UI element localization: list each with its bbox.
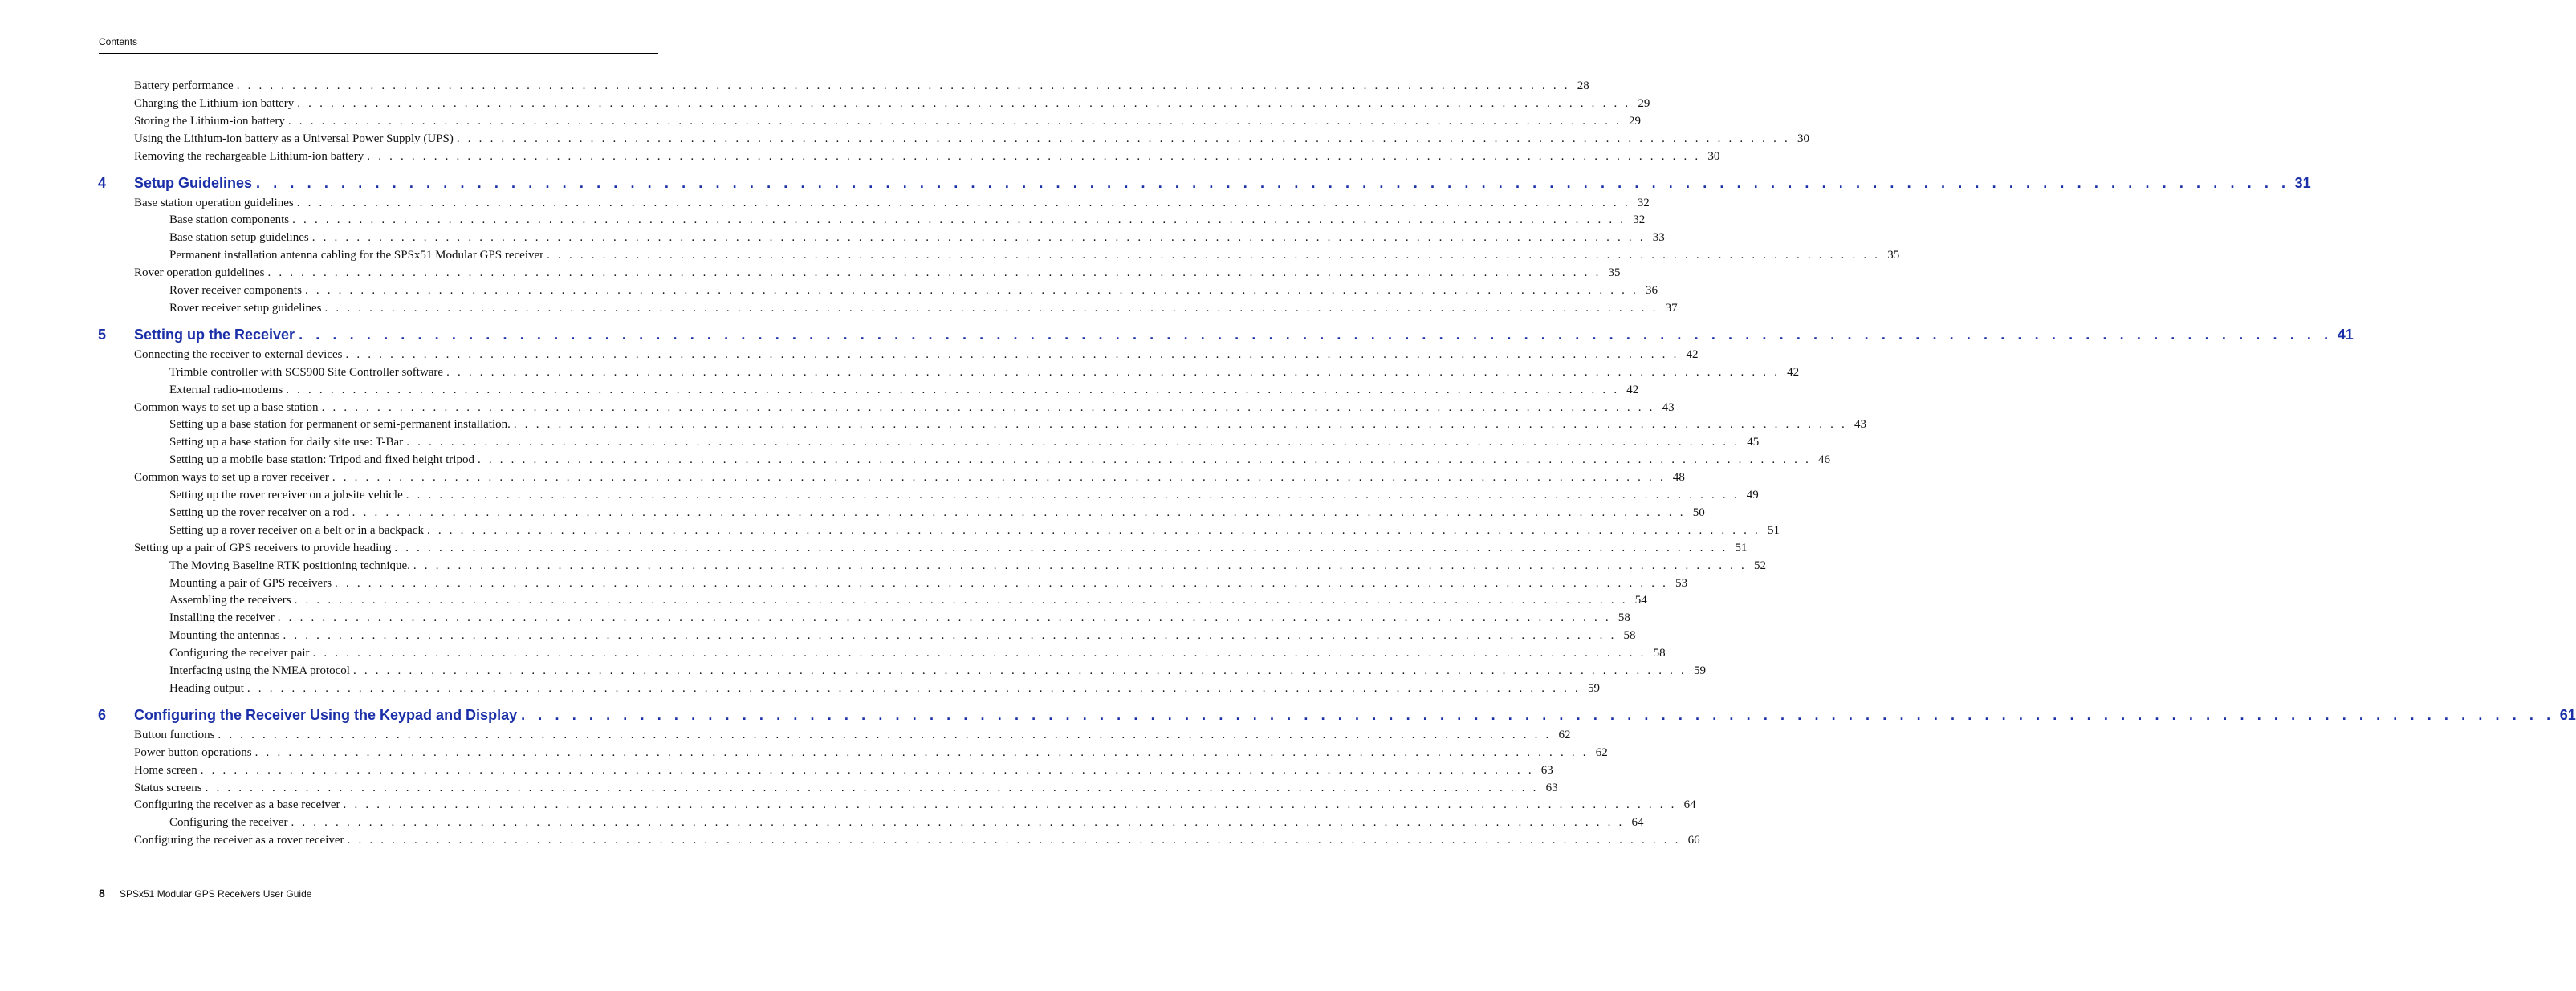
entry-page-number: 53 [1675,576,1688,590]
toc-entry[interactable] [134,471,1685,489]
dot-leader: . . . . . . . . . . . . . . . . . . . . . . . . . . . . . . . . . . . . . . . . . . . . . . . . . . . . . . . . . . . . . . . . . . . . . . . . . . . . . . . . . . . . . . . . . . . . . . . . . . . . . . . . . . . . . . . . . . . . . . . . [283,629,1617,643]
entry-title: Rover operation guidelines [134,266,265,280]
toc-entry[interactable] [134,347,1699,366]
dot-leader: . . . . . . . . . . . . . . . . . . . . . . . . . . . . . . . . . . . . . . . . . . . . . . . . . . . . . . . . . . . . . . . . . . . . . . . . . . . . . . . . . . . . . . . . . . . . . . . . . . . . . . . . . . . . . . . . . . . . . . . . [413,558,1747,572]
entry-page-number: 63 [1540,763,1553,777]
dot-leader: . . . . . . . . . . . . . . . . . . . . . . . . . . . . . . . . . . . . . . . . . . . . . . . . . . . . . . . . . . . . . . . . . . . . . . . . . . . . . . . . . . . . . . . . . . . . . . . . . . . . . . . . . . . . . . . . . . . . . . . . [256,174,2290,191]
dot-leader: . . . . . . . . . . . . . . . . . . . . . . . . . . . . . . . . . . . . . . . . . . . . . . . . . . . . . . . . . . . . . . . . . . . . . . . . . . . . . . . . . . . . . . . . . . . . . . . . . . . . . . . . . . . . . . . . . . . . . . . . [236,79,1570,92]
entry-page-number: 52 [1753,558,1766,572]
entry-page-number: 45 [1747,436,1760,449]
entry-title: Battery performance [134,79,234,92]
entry-page-number: 36 [1646,284,1658,297]
dot-leader: . . . . . . . . . . . . . . . . . . . . . . . . . . . . . . . . . . . . . . . . . . . . . . . . . . . . . . . . . . . . . . . . . . . . . . . . . . . . . . . . . . . . . . . . . . . . . . . . . . . . . . . . . . . . . . . . . . . . . . . . [367,149,1701,163]
dot-leader: . . . . . . . . . . . . . . . . . . . . . . . . . . . . . . . . . . . . . . . . . . . . . . . . . . . . . . . . . . . . . . . . . . . . . . . . . . . . . . . . . . . . . . . . . . . . . . . . . . . . . . . . . . . . . . . . . . . . . . . . [347,834,1681,847]
entry-title: Setting up a base station for daily site use: T-Bar [169,436,404,449]
toc-subentry[interactable] [169,816,1644,834]
dot-leader: . . . . . . . . . . . . . . . . . . . . . . . . . . . . . . . . . . . . . . . . . . . . . . . . . . . . . . . . . . . . . . . . . . . . . . . . . . . . . . . . . . . . . . . . . . . . . . . . . . . . . . . . . . . . . . . . . . . . . . . . [299,326,2333,343]
toc-subentry[interactable] [169,436,1760,453]
book-title: SPSx51 Modular GPS Receivers User Guide [120,888,312,900]
entry-page-number: 58 [1653,647,1666,660]
toc-subentry[interactable] [169,213,1646,231]
dot-leader: . . . . . . . . . . . . . . . . . . . . . . . . . . . . . . . . . . . . . . . . . . . . . . . . . . . . . . . . . . . . . . . . . . . . . . . . . . . . . . . . . . . . . . . . . . . . . . . . . . . . . . . . . . . . . . . . . . . . . . . . [352,506,1686,519]
entry-title: Setting up the rover receiver on a rod [169,506,349,519]
entry-title: Heading output [169,681,244,695]
dot-leader: . . . . . . . . . . . . . . . . . . . . . . . . . . . . . . . . . . . . . . . . . . . . . . . . . . . . . . . . . . . . . . . . . . . . . . . . . . . . . . . . . . . . . . . . . . . . . . . . . . . . . . . . . . . . . . . . . . . . . . . . [321,400,1655,414]
toc-entry[interactable] [134,132,1809,150]
entry-page-number: 33 [1652,231,1665,245]
entry-title: Setting up a mobile base station: Tripod and fixed height tripod [169,453,474,467]
entry-title: Common ways to set up a rover receiver [134,471,329,485]
dot-leader: . . . . . . . . . . . . . . . . . . . . . . . . . . . . . . . . . . . . . . . . . . . . . . . . . . . . . . . . . . . . . . . . . . . . . . . . . . . . . . . . . . . . . . . . . . . . . . . . . . . . . . . . . . . . . . . . . . . . . . . . [547,249,1881,262]
dot-leader: . . . . . . . . . . . . . . . . . . . . . . . . . . . . . . . . . . . . . . . . . . . . . . . . . . . . . . . . . . . . . . . . . . . . . . . . . . . . . . . . . . . . . . . . . . . . . . . . . . . . . . . . . . . . . . . . . . . . . . . . [343,798,1677,812]
entry-page-number: 54 [1634,594,1647,607]
entry-title: Status screens [134,781,202,794]
toc-entry[interactable] [134,763,1553,782]
entry-title: Interfacing using the NMEA protocol [169,664,350,677]
entry-page-number: 51 [1768,523,1780,537]
entry-title: Base station components [169,213,290,227]
toc-subentry[interactable] [169,523,1780,542]
dot-leader: . . . . . . . . . . . . . . . . . . . . . . . . . . . . . . . . . . . . . . . . . . . . . . . . . . . . . . . . . . . . . . . . . . . . . . . . . . . . . . . . . . . . . . . . . . . . . . . . . . . . . . . . . . . . . . . . . . . . . . . . [312,647,1646,660]
toc-subentry[interactable] [169,594,1647,611]
entry-page-number: 59 [1587,681,1600,695]
toc-subentry[interactable] [169,647,1666,664]
entry-page-number: 28 [1577,79,1589,92]
toc-subentry[interactable] [169,383,1639,401]
chapter-page-number: 61 [2559,706,2576,723]
toc-subentry[interactable] [169,664,1707,682]
dot-leader: . . . . . . . . . . . . . . . . . . . . . . . . . . . . . . . . . . . . . . . . . . . . . . . . . . . . . . . . . . . . . . . . . . . . . . . . . . . . . . . . . . . . . . . . . . . . . . . . . . . . . . . . . . . . . . . . . . . . . . . . [426,523,1761,537]
dot-leader: . . . . . . . . . . . . . . . . . . . . . . . . . . . . . . . . . . . . . . . . . . . . . . . . . . . . . . . . . . . . . . . . . . . . . . . . . . . . . . . . . . . . . . . . . . . . . . . . . . . . . . . . . . . . . . . . . . . . . . . . [406,436,1740,449]
entry-title: Power button operations [134,745,252,759]
entry-title: Setting up a rover receiver on a belt or in a backpack [169,523,424,537]
toc-entry[interactable] [134,728,1571,746]
entry-page-number: 64 [1631,816,1644,830]
toc-entry[interactable] [134,798,1696,816]
toc-subentry[interactable] [169,453,1831,471]
chapter-title: Configuring the Receiver Using the Keypad and Display [134,706,518,723]
dot-leader: . . . . . . . . . . . . . . . . . . . . . . . . . . . . . . . . . . . . . . . . . . . . . . . . . . . . . . . . . . . . . . . . . . . . . . . . . . . . . . . . . . . . . . . . . . . . . . . . . . . . . . . . . . . . . . . . . . . . . . . . [286,383,1620,396]
dot-leader: . . . . . . . . . . . . . . . . . . . . . . . . . . . . . . . . . . . . . . . . . . . . . . . . . . . . . . . . . . . . . . . . . . . . . . . . . . . . . . . . . . . . . . . . . . . . . . . . . . . . . . . . . . . . . . . . . . . . . . . . [311,231,1646,245]
chapter-number: 4 [98,174,107,191]
toc-subentry[interactable] [169,249,1900,266]
entry-title: Using the Lithium-ion battery as a Universal Power Supply (UPS) [134,132,454,145]
entry-page-number: 35 [1608,266,1621,280]
toc-subentry[interactable] [169,611,1630,629]
dot-leader: . . . . . . . . . . . . . . . . . . . . . . . . . . . . . . . . . . . . . . . . . . . . . . . . . . . . . . . . . . . . . . . . . . . . . . . . . . . . . . . . . . . . . . . . . . . . . . . . . . . . . . . . . . . . . . . . . . . . . . . . [405,489,1740,502]
toc-subentry[interactable] [169,418,1866,436]
dot-leader: . . . . . . . . . . . . . . . . . . . . . . . . . . . . . . . . . . . . . . . . . . . . . . . . . . . . . . . . . . . . . . . . . . . . . . . . . . . . . . . . . . . . . . . . . . . . . . . . . . . . . . . . . . . . . . . . . . . . . . . . [200,763,1534,777]
entry-title: Rover receiver components [169,284,302,297]
dot-leader: . . . . . . . . . . . . . . . . . . . . . . . . . . . . . . . . . . . . . . . . . . . . . . . . . . . . . . . . . . . . . . . . . . . . . . . . . . . . . . . . . . . . . . . . . . . . . . . . . . . . . . . . . . . . . . . . . . . . . . . . [513,418,1847,432]
entry-title: Permanent installation antenna cabling for the SPSx51 Modular GPS receiver [169,249,544,262]
page-footer [99,887,311,900]
chapter-title: Setup Guidelines [134,174,253,191]
toc-entry[interactable] [134,266,1621,284]
entry-page-number: 51 [1735,541,1748,554]
toc-subentry[interactable] [169,365,1800,384]
toc-entry[interactable] [134,781,1558,799]
entry-page-number: 62 [1595,745,1608,759]
toc-entry[interactable] [134,79,1589,97]
toc-subentry[interactable] [169,629,1636,647]
toc-subentry[interactable] [169,558,1766,577]
toc-entry[interactable] [134,114,1641,132]
dot-leader: . . . . . . . . . . . . . . . . . . . . . . . . . . . . . . . . . . . . . . . . . . . . . . . . . . . . . . . . . . . . . . . . . . . . . . . . . . . . . . . . . . . . . . . . . . . . . . . . . . . . . . . . . . . . . . . . . . . . . . . . [335,576,1669,590]
dot-leader: . . . . . . . . . . . . . . . . . . . . . . . . . . . . . . . . . . . . . . . . . . . . . . . . . . . . . . . . . . . . . . . . . . . . . . . . . . . . . . . . . . . . . . . . . . . . . . . . . . . . . . . . . . . . . . . . . . . . . . . . [394,541,1728,554]
chapter-title: Setting up the Receiver [134,326,295,343]
dot-leader: . . . . . . . . . . . . . . . . . . . . . . . . . . . . . . . . . . . . . . . . . . . . . . . . . . . . . . . . . . . . . . . . . . . . . . . . . . . . . . . . . . . . . . . . . . . . . . . . . . . . . . . . . . . . . . . . . . . . . . . . [294,594,1628,607]
dot-leader: . . . . . . . . . . . . . . . . . . . . . . . . . . . . . . . . . . . . . . . . . . . . . . . . . . . . . . . . . . . . . . . . . . . . . . . . . . . . . . . . . . . . . . . . . . . . . . . . . . . . . . . . . . . . . . . . . . . . . . . . [352,664,1687,677]
dot-leader: . . . . . . . . . . . . . . . . . . . . . . . . . . . . . . . . . . . . . . . . . . . . . . . . . . . . . . . . . . . . . . . . . . . . . . . . . . . . . . . . . . . . . . . . . . . . . . . . . . . . . . . . . . . . . . . . . . . . . . . . [205,781,1539,794]
dot-leader: . . . . . . . . . . . . . . . . . . . . . . . . . . . . . . . . . . . . . . . . . . . . . . . . . . . . . . . . . . . . . . . . . . . . . . . . . . . . . . . . . . . . . . . . . . . . . . . . . . . . . . . . . . . . . . . . . . . . . . . . [456,132,1790,145]
entry-page-number: 30 [1797,132,1809,145]
toc-entry[interactable] [134,96,1650,115]
entry-page-number: 50 [1692,506,1705,519]
toc-entry[interactable] [134,149,1720,168]
dot-leader: . . . . . . . . . . . . . . . . . . . . . . . . . . . . . . . . . . . . . . . . . . . . . . . . . . . . . . . . . . . . . . . . . . . . . . . . . . . . . . . . . . . . . . . . . . . . . . . . . . . . . . . . . . . . . . . . . . . . . . . . [345,347,1679,361]
dot-leader: . . . . . . . . . . . . . . . . . . . . . . . . . . . . . . . . . . . . . . . . . . . . . . . . . . . . . . . . . . . . . . . . . . . . . . . . . . . . . . . . . . . . . . . . . . . . . . . . . . . . . . . . . . . . . . . . . . . . . . . . [267,266,1601,280]
dot-leader: . . . . . . . . . . . . . . . . . . . . . . . . . . . . . . . . . . . . . . . . . . . . . . . . . . . . . . . . . . . . . . . . . . . . . . . . . . . . . . . . . . . . . . . . . . . . . . . . . . . . . . . . . . . . . . . . . . . . . . . . [332,471,1666,485]
toc-entry[interactable] [134,541,1748,559]
entry-title: Installing the receiver [169,611,275,625]
entry-page-number: 29 [1628,114,1641,128]
entry-page-number: 64 [1683,798,1696,812]
entry-page-number: 58 [1623,629,1636,643]
entry-page-number: 35 [1887,249,1900,262]
toc-entry[interactable] [134,196,1650,214]
toc-chapter-heading[interactable] [98,174,2311,196]
dot-leader: . . . . . . . . . . . . . . . . . . . . . . . . . . . . . . . . . . . . . . . . . . . . . . . . . . . . . . . . . . . . . . . . . . . . . . . . . . . . . . . . . . . . . . . . . . . . . . . . . . . . . . . . . . . . . . . . . . . . . . . . [296,196,1630,209]
entry-title: External radio-modems [169,383,283,396]
entry-title: Setting up a base station for permanent or semi-permanent installation. [169,418,511,432]
entry-title: Base station setup guidelines [169,231,309,245]
dot-leader: . . . . . . . . . . . . . . . . . . . . . . . . . . . . . . . . . . . . . . . . . . . . . . . . . . . . . . . . . . . . . . . . . . . . . . . . . . . . . . . . . . . . . . . . . . . . . . . . . . . . . . . . . . . . . . . . . . . . . . . . [446,365,1780,379]
entry-title: Base station operation guidelines [134,196,294,209]
entry-page-number: 48 [1672,471,1685,485]
entry-page-number: 59 [1694,664,1707,677]
entry-title: The Moving Baseline RTK positioning technique. [169,558,410,572]
dot-leader: . . . . . . . . . . . . . . . . . . . . . . . . . . . . . . . . . . . . . . . . . . . . . . . . . . . . . . . . . . . . . . . . . . . . . . . . . . . . . . . . . . . . . . . . . . . . . . . . . . . . . . . . . . . . . . . . . . . . . . . . [304,284,1638,297]
entry-title: Common ways to set up a base station [134,400,319,414]
page-number: 8 [99,887,105,900]
entry-page-number: 30 [1707,149,1720,163]
chapter-number: 5 [98,326,107,343]
dot-leader: . . . . . . . . . . . . . . . . . . . . . . . . . . . . . . . . . . . . . . . . . . . . . . . . . . . . . . . . . . . . . . . . . . . . . . . . . . . . . . . . . . . . . . . . . . . . . . . . . . . . . . . . . . . . . . . . . . . . . . . . [246,681,1581,695]
entry-page-number: 46 [1818,453,1831,467]
entry-page-number: 43 [1662,400,1675,414]
entry-title: Storing the Lithium-ion battery [134,114,285,128]
entry-page-number: 42 [1686,347,1699,361]
entry-page-number: 58 [1618,611,1630,625]
dot-leader: . . . . . . . . . . . . . . . . . . . . . . . . . . . . . . . . . . . . . . . . . . . . . . . . . . . . . . . . . . . . . . . . . . . . . . . . . . . . . . . . . . . . . . . . . . . . . . . . . . . . . . . . . . . . . . . . . . . . . . . . [291,816,1625,830]
toc-subentry[interactable] [169,506,1705,524]
entry-title: Setting up the rover receiver on a jobsite vehicle [169,489,403,502]
entry-title: Button functions [134,728,215,741]
entry-title: Home screen [134,763,197,777]
running-header: Contents [99,36,138,47]
entry-page-number: 43 [1854,418,1866,432]
toc-subentry[interactable] [169,301,1678,319]
entry-page-number: 37 [1665,301,1678,315]
toc-entry[interactable] [134,400,1675,419]
toc-subentry[interactable] [169,681,1600,700]
dot-leader: . . . . . . . . . . . . . . . . . . . . . . . . . . . . . . . . . . . . . . . . . . . . . . . . . . . . . . . . . . . . . . . . . . . . . . . . . . . . . . . . . . . . . . . . . . . . . . . . . . . . . . . . . . . . . . . . . . . . . . . . [297,96,1631,110]
entry-page-number: 49 [1746,489,1759,502]
entry-title: Mounting the antennas [169,629,280,643]
dot-leader: . . . . . . . . . . . . . . . . . . . . . . . . . . . . . . . . . . . . . . . . . . . . . . . . . . . . . . . . . . . . . . . . . . . . . . . . . . . . . . . . . . . . . . . . . . . . . . . . . . . . . . . . . . . . . . . . . . . . . . . . [287,114,1622,128]
entry-page-number: 63 [1545,781,1558,794]
entry-title: Configuring the receiver as a rover receiver [134,834,344,847]
entry-page-number: 42 [1626,383,1639,396]
dot-leader: . . . . . . . . . . . . . . . . . . . . . . . . . . . . . . . . . . . . . . . . . . . . . . . . . . . . . . . . . . . . . . . . . . . . . . . . . . . . . . . . . . . . . . . . . . . . . . . . . . . . . . . . . . . . . . . . . . . . . . . . [477,453,1812,467]
entry-title: Removing the rechargeable Lithium-ion battery [134,149,364,163]
entry-title: Trimble controller with SCS900 Site Controller software [169,365,444,379]
dot-leader: . . . . . . . . . . . . . . . . . . . . . . . . . . . . . . . . . . . . . . . . . . . . . . . . . . . . . . . . . . . . . . . . . . . . . . . . . . . . . . . . . . . . . . . . . . . . . . . . . . . . . . . . . . . . . . . . . . . . . . . . [292,213,1626,227]
dot-leader: . . . . . . . . . . . . . . . . . . . . . . . . . . . . . . . . . . . . . . . . . . . . . . . . . . . . . . . . . . . . . . . . . . . . . . . . . . . . . . . . . . . . . . . . . . . . . . . . . . . . . . . . . . . . . . . . . . . . . . . . [277,611,1611,625]
entry-page-number: 32 [1637,196,1650,209]
entry-title: Configuring the receiver pair [169,647,310,660]
entry-page-number: 66 [1687,834,1700,847]
dot-leader: . . . . . . . . . . . . . . . . . . . . . . . . . . . . . . . . . . . . . . . . . . . . . . . . . . . . . . . . . . . . . . . . . . . . . . . . . . . . . . . . . . . . . . . . . . . . . . . . . . . . . . . . . . . . . . . . . . . . . . . . [521,706,2555,723]
toc-subentry[interactable] [169,576,1688,595]
chapter-number: 6 [98,706,107,723]
entry-page-number: 42 [1787,365,1800,379]
entry-title: Assembling the receivers [169,594,291,607]
toc-subentry[interactable] [169,231,1665,249]
entry-page-number: 29 [1638,96,1650,110]
entry-page-number: 62 [1558,728,1571,741]
toc-chapter-heading[interactable] [98,326,2354,347]
entry-title: Configuring the receiver as a base receiver [134,798,340,812]
chapter-page-number: 31 [2294,174,2311,191]
header-rule [99,53,658,54]
chapter-page-number: 41 [2337,326,2354,343]
entry-title: Mounting a pair of GPS receivers [169,576,332,590]
toc-subentry[interactable] [169,489,1759,506]
dot-leader: . . . . . . . . . . . . . . . . . . . . . . . . . . . . . . . . . . . . . . . . . . . . . . . . . . . . . . . . . . . . . . . . . . . . . . . . . . . . . . . . . . . . . . . . . . . . . . . . . . . . . . . . . . . . . . . . . . . . . . . . [218,728,1552,741]
entry-page-number: 32 [1633,213,1646,227]
entry-title: Rover receiver setup guidelines [169,301,322,315]
entry-title: Configuring the receiver [169,816,288,830]
entry-title: Setting up a pair of GPS receivers to provide heading [134,541,392,554]
toc-subentry[interactable] [169,284,1658,302]
entry-title: Charging the Lithium-ion battery [134,96,295,110]
dot-leader: . . . . . . . . . . . . . . . . . . . . . . . . . . . . . . . . . . . . . . . . . . . . . . . . . . . . . . . . . . . . . . . . . . . . . . . . . . . . . . . . . . . . . . . . . . . . . . . . . . . . . . . . . . . . . . . . . . . . . . . . [324,301,1658,315]
toc-entry[interactable] [134,834,1700,851]
toc-entry[interactable] [134,745,1608,764]
dot-leader: . . . . . . . . . . . . . . . . . . . . . . . . . . . . . . . . . . . . . . . . . . . . . . . . . . . . . . . . . . . . . . . . . . . . . . . . . . . . . . . . . . . . . . . . . . . . . . . . . . . . . . . . . . . . . . . . . . . . . . . . [254,745,1589,759]
toc-chapter-heading[interactable] [98,706,2576,728]
entry-title: Connecting the receiver to external devices [134,347,343,361]
